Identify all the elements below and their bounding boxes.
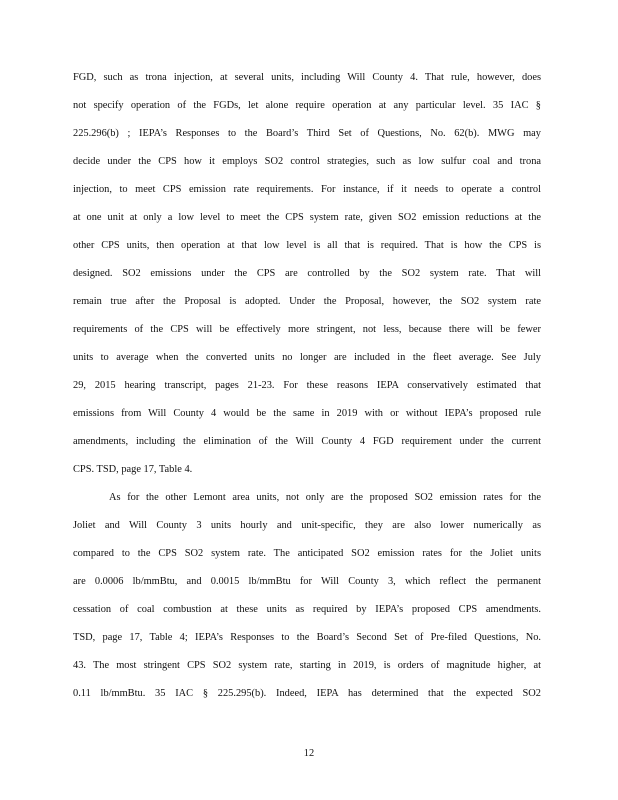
body-text-line: remain true after the Proposal is adopted. Under the Proposal, however, the SO2 system rate xyxy=(73,296,541,307)
body-text-line: are 0.0006 lb/mmBtu, and 0.0015 lb/mmBtu for Will County 3, which reflect the permanent xyxy=(73,576,541,587)
body-text-line: TSD, page 17, Table 4; IEPA’s Responses to the Board’s Second Set of Pre-filed Questions, No. xyxy=(73,632,541,643)
body-text-line: 29, 2015 hearing transcript, pages 21-23. For these reasons IEPA conservatively estimated that xyxy=(73,380,541,391)
body-text-line: designed. SO2 emissions under the CPS are controlled by the SO2 system rate. That will xyxy=(73,268,541,279)
page-number: 12 xyxy=(303,748,315,759)
body-text-line: decide under the CPS how it employs SO2 control strategies, such as low sulfur coal and trona xyxy=(73,156,541,167)
body-text-line: injection, to meet CPS emission rate requirements. For instance, if it needs to operate a control xyxy=(73,184,541,195)
body-text-line: requirements of the CPS will be effectively more stringent, not less, because there will be fewer xyxy=(73,324,541,335)
body-text-line: not specify operation of the FGDs, let alone require operation at any particular level. 35 IAC § xyxy=(73,100,541,111)
body-text-line: Joliet and Will County 3 units hourly and unit-specific, they are also lower numerically as xyxy=(73,520,541,531)
body-text-line: emissions from Will County 4 would be the same in 2019 with or without IEPA’s proposed rule xyxy=(73,408,541,419)
body-text-line: FGD, such as trona injection, at several units, including Will County 4. That rule, however, does xyxy=(73,72,541,83)
body-text-line: at one unit at only a low level to meet the CPS system rate, given SO2 emission reductions at the xyxy=(73,212,541,223)
body-text-line: compared to the CPS SO2 system rate. The anticipated SO2 emission rates for the Joliet units xyxy=(73,548,541,559)
body-text-line: units to average when the converted units no longer are included in the fleet average. See July xyxy=(73,352,541,363)
body-text-line: cessation of coal combustion at these units as required by IEPA’s proposed CPS amendments. xyxy=(73,604,541,615)
body-text-line: 0.11 lb/mmBtu. 35 IAC § 225.295(b). Indeed, IEPA has determined that the expected SO2 xyxy=(73,688,541,699)
body-text-line: CPS. TSD, page 17, Table 4. xyxy=(73,464,193,475)
body-text-line: 43. The most stringent CPS SO2 system rate, starting in 2019, is orders of magnitude higher, at xyxy=(73,660,541,671)
body-text-line: 225.296(b) ; IEPA’s Responses to the Board’s Third Set of Questions, No. 62(b). MWG may xyxy=(73,128,541,139)
body-text-line: other CPS units, then operation at that low level is all that is required. That is how the CPS is xyxy=(73,240,541,251)
body-text-line: As for the other Lemont area units, not only are the proposed SO2 emission rates for the xyxy=(109,492,541,503)
body-text-line: amendments, including the elimination of the Will County 4 FGD requirement under the current xyxy=(73,436,541,447)
